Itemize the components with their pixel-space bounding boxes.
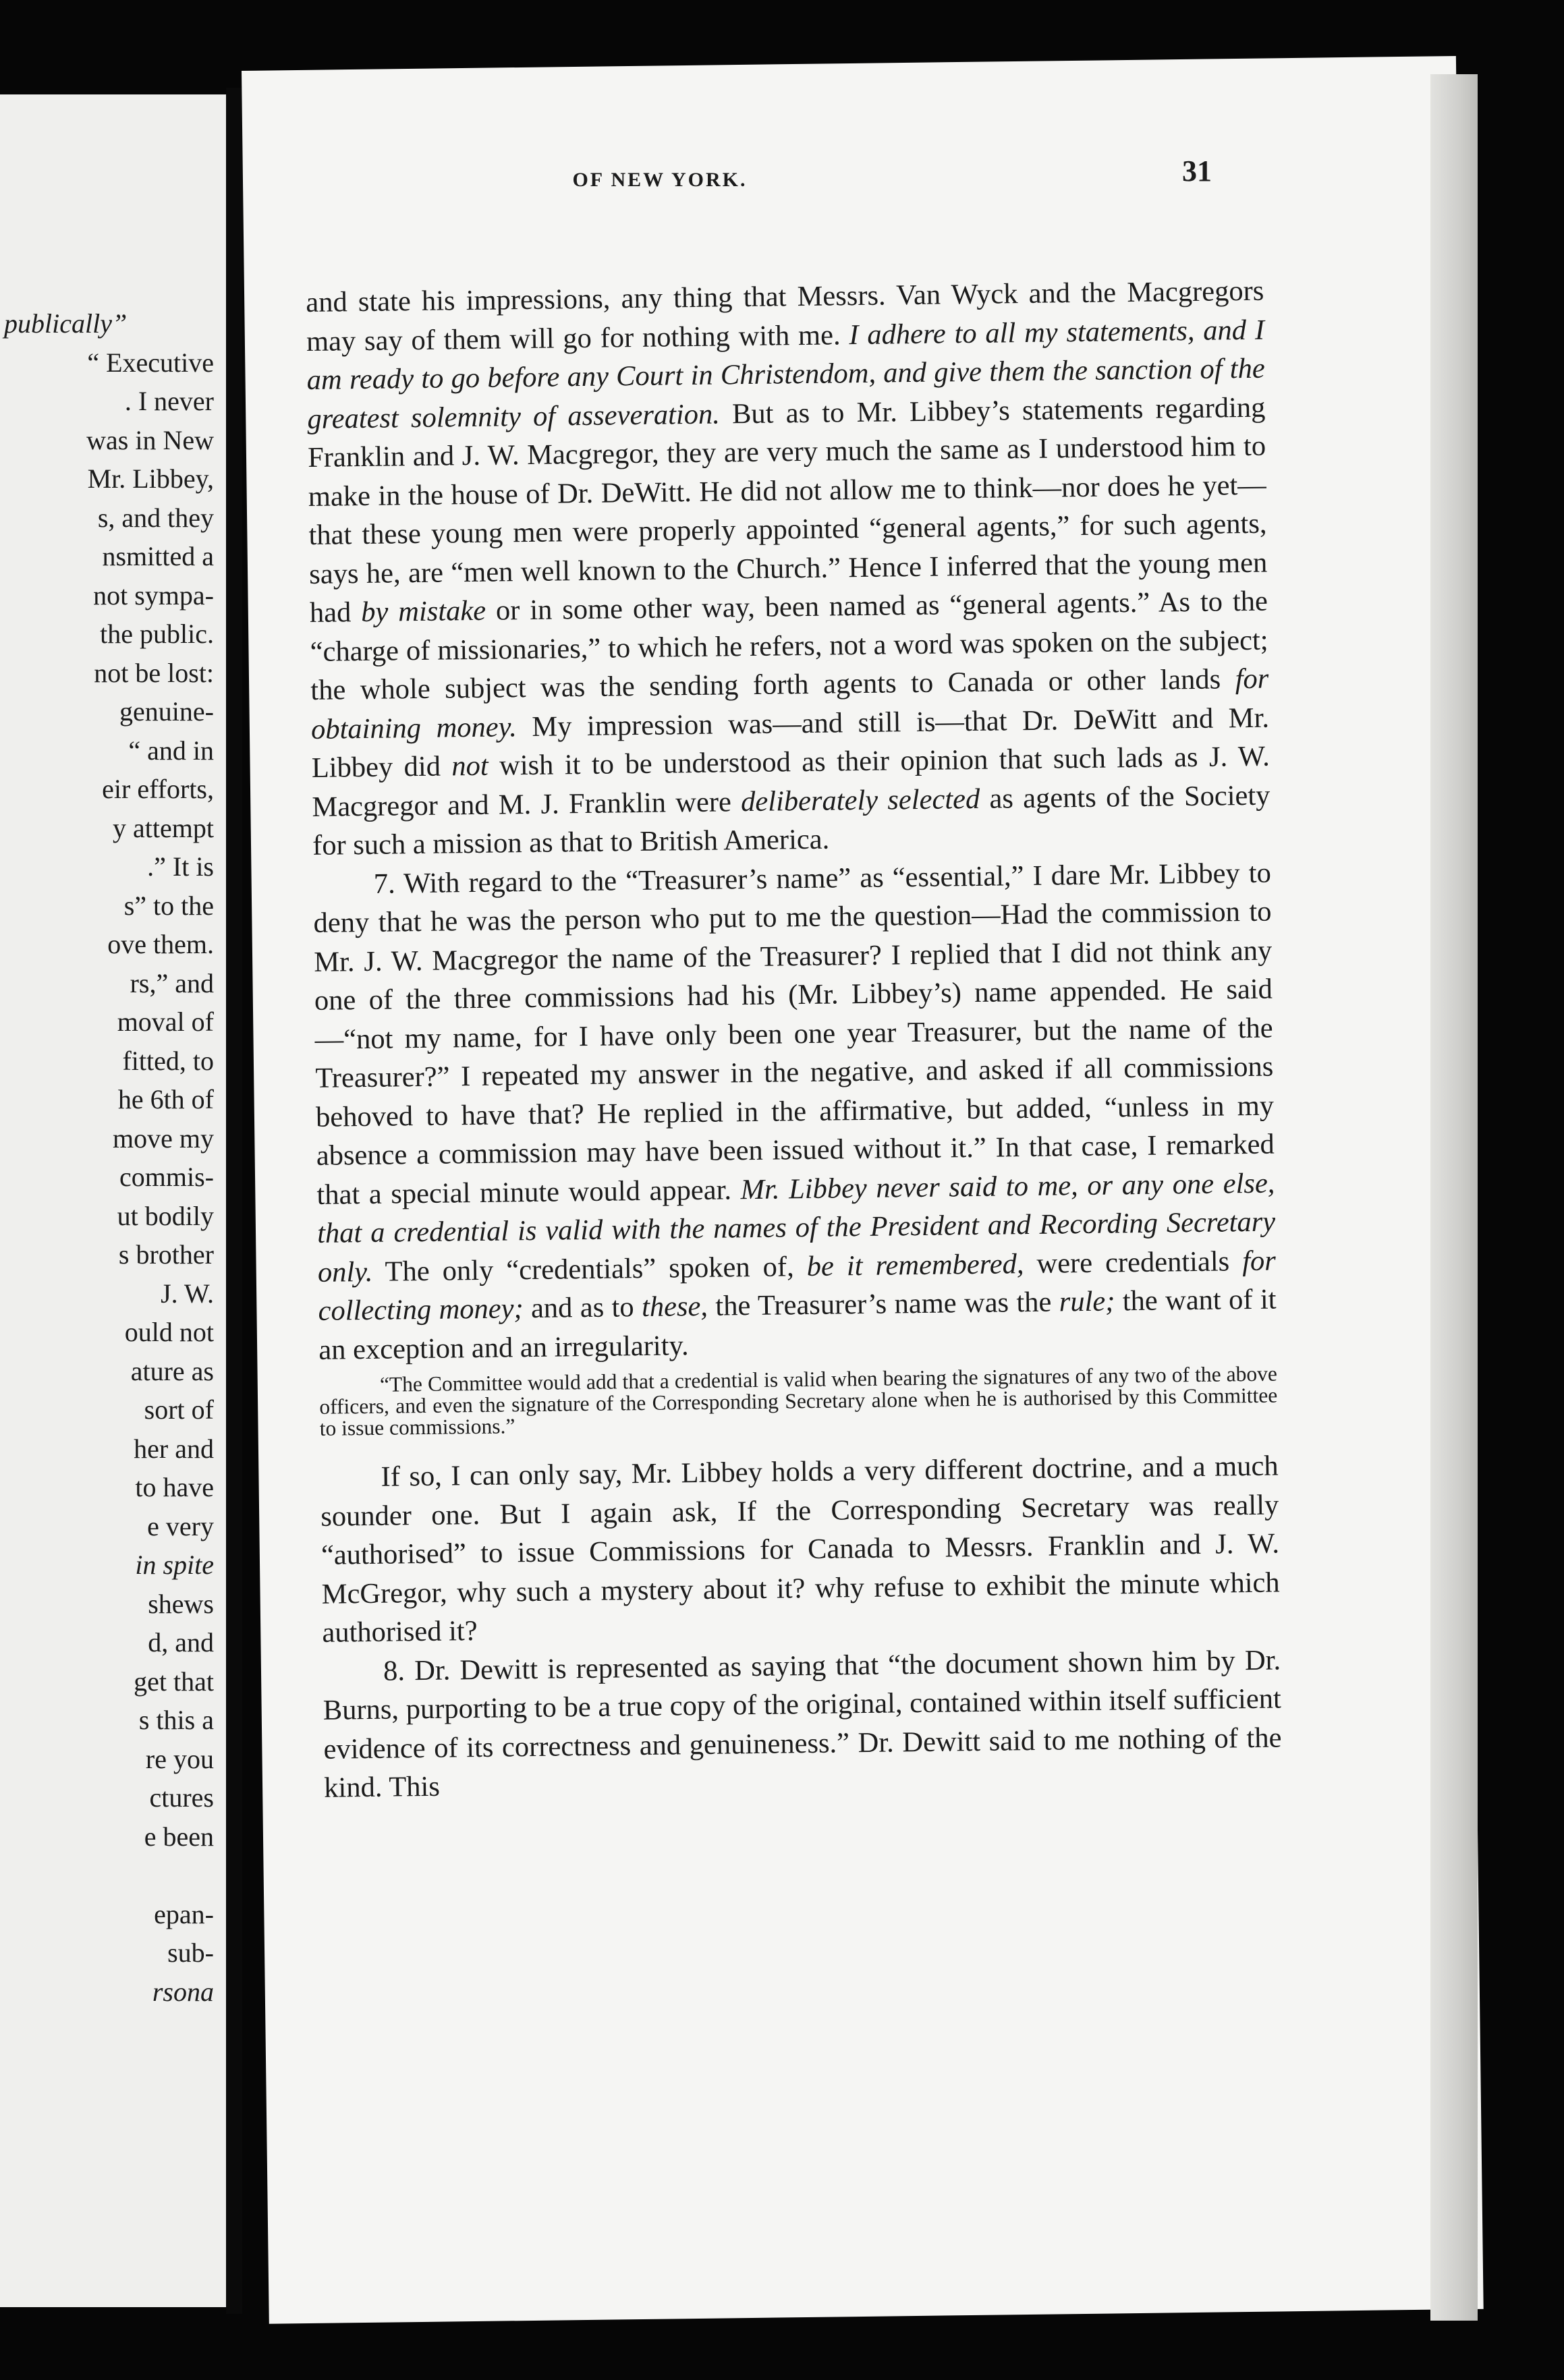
facing-page-line: re you <box>145 1743 214 1774</box>
facing-page-line: not sympa- <box>93 579 214 611</box>
facing-page-line: y attempt <box>113 812 214 843</box>
facing-page-line: s brother <box>118 1239 214 1270</box>
page-number: 31 <box>1182 154 1212 188</box>
facing-page-line: genuine- <box>119 696 214 727</box>
facing-page-line: rs,” and <box>130 967 214 998</box>
facing-page-line: rsona <box>152 1976 214 2007</box>
facing-page-line: moval of <box>117 1007 214 1037</box>
facing-page-line: ut bodily <box>117 1200 214 1231</box>
page-edge <box>1430 74 1478 2321</box>
facing-page-line: was in New <box>86 424 214 455</box>
facing-page-line: commis- <box>119 1162 214 1192</box>
facing-page-line: nsmitted a <box>102 541 214 571</box>
book-gutter <box>226 88 242 2314</box>
facing-page-line: “ and in <box>128 735 214 766</box>
facing-page-line: not be lost: <box>94 657 214 688</box>
facing-page-line: ould not <box>124 1317 214 1347</box>
facing-page-line: e been <box>144 1821 214 1852</box>
running-head: OF NEW YORK. <box>572 169 748 191</box>
facing-page-line: sub- <box>167 1937 214 1968</box>
facing-page-line: get that <box>134 1666 214 1697</box>
facing-page-line: J. W. <box>161 1278 214 1309</box>
committee-quote: “The Committee would add that a credential is valid when bearing the signatures of any two of the above officers, and even the signature of the Corresponding Secretary alone when he is authorised by this Committee to issue commissions.” <box>319 1361 1278 1440</box>
paragraph-treasurer-name: 7. With regard to the “Treasurer’s name” as “essential,” I dare Mr. Libbey to deny that he was the person who put to me the question—Had the commission to Mr. J. W. Macgregor the name of the Treasurer? I replied that I did not think any one of the three commissions had his (Mr. Libbey’s) name appended. He said—“not my name, for I have only been one year Treasurer, but the name of the Treasurer?” I repeated my answer in the negative, and asked if all commissions behoved to have that? He replied in the affirmative, but added, “unless in my absence a commission may have been issued without it.” In that case, I remarked that a special minute would appear. Mr. Libbey never said to me, or any one else, that a credential is valid with the names of the President and Recording Secretary only. The only “credentials” spoken of, be it remembered, were credentials for collecting money; and as to these, the Treasurer’s name was the rule; the want of it an exception and an irregularity. <box>313 857 1277 1366</box>
facing-page-line: s this a <box>138 1705 214 1735</box>
body-text <box>306 272 1282 1808</box>
facing-page-line: epan- <box>154 1898 214 1929</box>
facing-page-line: .” It is <box>147 851 214 882</box>
facing-page-line: publically” <box>4 308 128 339</box>
facing-page-line: Mr. Libbey, <box>87 463 214 494</box>
facing-page-line: in spite <box>135 1550 214 1580</box>
facing-page-line: s, and they <box>97 502 214 533</box>
facing-page-line: shews <box>148 1588 214 1619</box>
facing-page-line: her and <box>134 1433 214 1464</box>
facing-page-line: ature as <box>130 1355 214 1386</box>
facing-page-line: eir efforts, <box>102 774 214 804</box>
facing-page-fragment <box>0 94 226 2307</box>
paragraph-statements: and state his impressions, any thing that Messrs. Van Wyck and the Macgregors may say of them will go for nothing with me. I adhere to all my statements, and I am ready to go before any Court in Christendom, and give them the sanction of the greatest solemnity of asseveration. But as to Mr. Libbey’s statements regarding Franklin and J. W. Macgregor, they are very much the same as I understood him to make in the house of Dr. DeWitt. He did not allow me to think—nor does he yet—that these young men were properly appointed “general agents,” for such agents, says he, are “men well known to the Church.” Hence I inferred that the young men had by mistake or in some other way, been named as “general agents.” As to the “charge of missionaries,” to which he refers, not a word was spoken on the subject; the whole subject was the sending forth agents to Canada or other lands for obtaining money. My impression was—and still is—that Dr. DeWitt and Mr. Libbey did not wish it to be understood as their opinion that such lads as J. W. Macgregor and M. J. Franklin were deliberately selected as agents of the Society for such a mission as that to British America. <box>306 275 1270 861</box>
facing-page-line: move my <box>113 1123 214 1154</box>
facing-page-line: “ Executive <box>87 347 214 378</box>
facing-page-line: e very <box>147 1510 214 1541</box>
paragraph-document: 8. Dr. Dewitt is represented as saying that “the document shown him by Dr. Burns, purporting to be a true copy of the original, contained within itself sufficient evidence of its correctness and genuineness.” Dr. Dewitt said to me nothing of the kind. This <box>323 1644 1282 1804</box>
facing-page-line: . I never <box>124 386 214 416</box>
facing-page-line: sort of <box>144 1394 214 1425</box>
facing-page-line: the public. <box>100 619 214 649</box>
facing-page-line: ctures <box>149 1782 214 1813</box>
facing-page-line: he 6th of <box>117 1084 214 1114</box>
facing-page-line: d, and <box>148 1627 214 1658</box>
facing-page-line: ove them. <box>107 929 214 959</box>
facing-page-line: to have <box>135 1472 214 1502</box>
facing-page-line: fitted, to <box>122 1045 214 1076</box>
facing-page-line: s” to the <box>123 890 214 921</box>
paragraph-doctrine: If so, I can only say, Mr. Libbey holds a very different doctrine, and a much sounder one. But I again ask, If the Corresponding Secretary was really “authorised” to issue Commissions for Canada to Messrs. Franklin and J. W. McGregor, why such a mystery about it? why refuse to exhibit the minute which authorised it? <box>320 1450 1280 1649</box>
